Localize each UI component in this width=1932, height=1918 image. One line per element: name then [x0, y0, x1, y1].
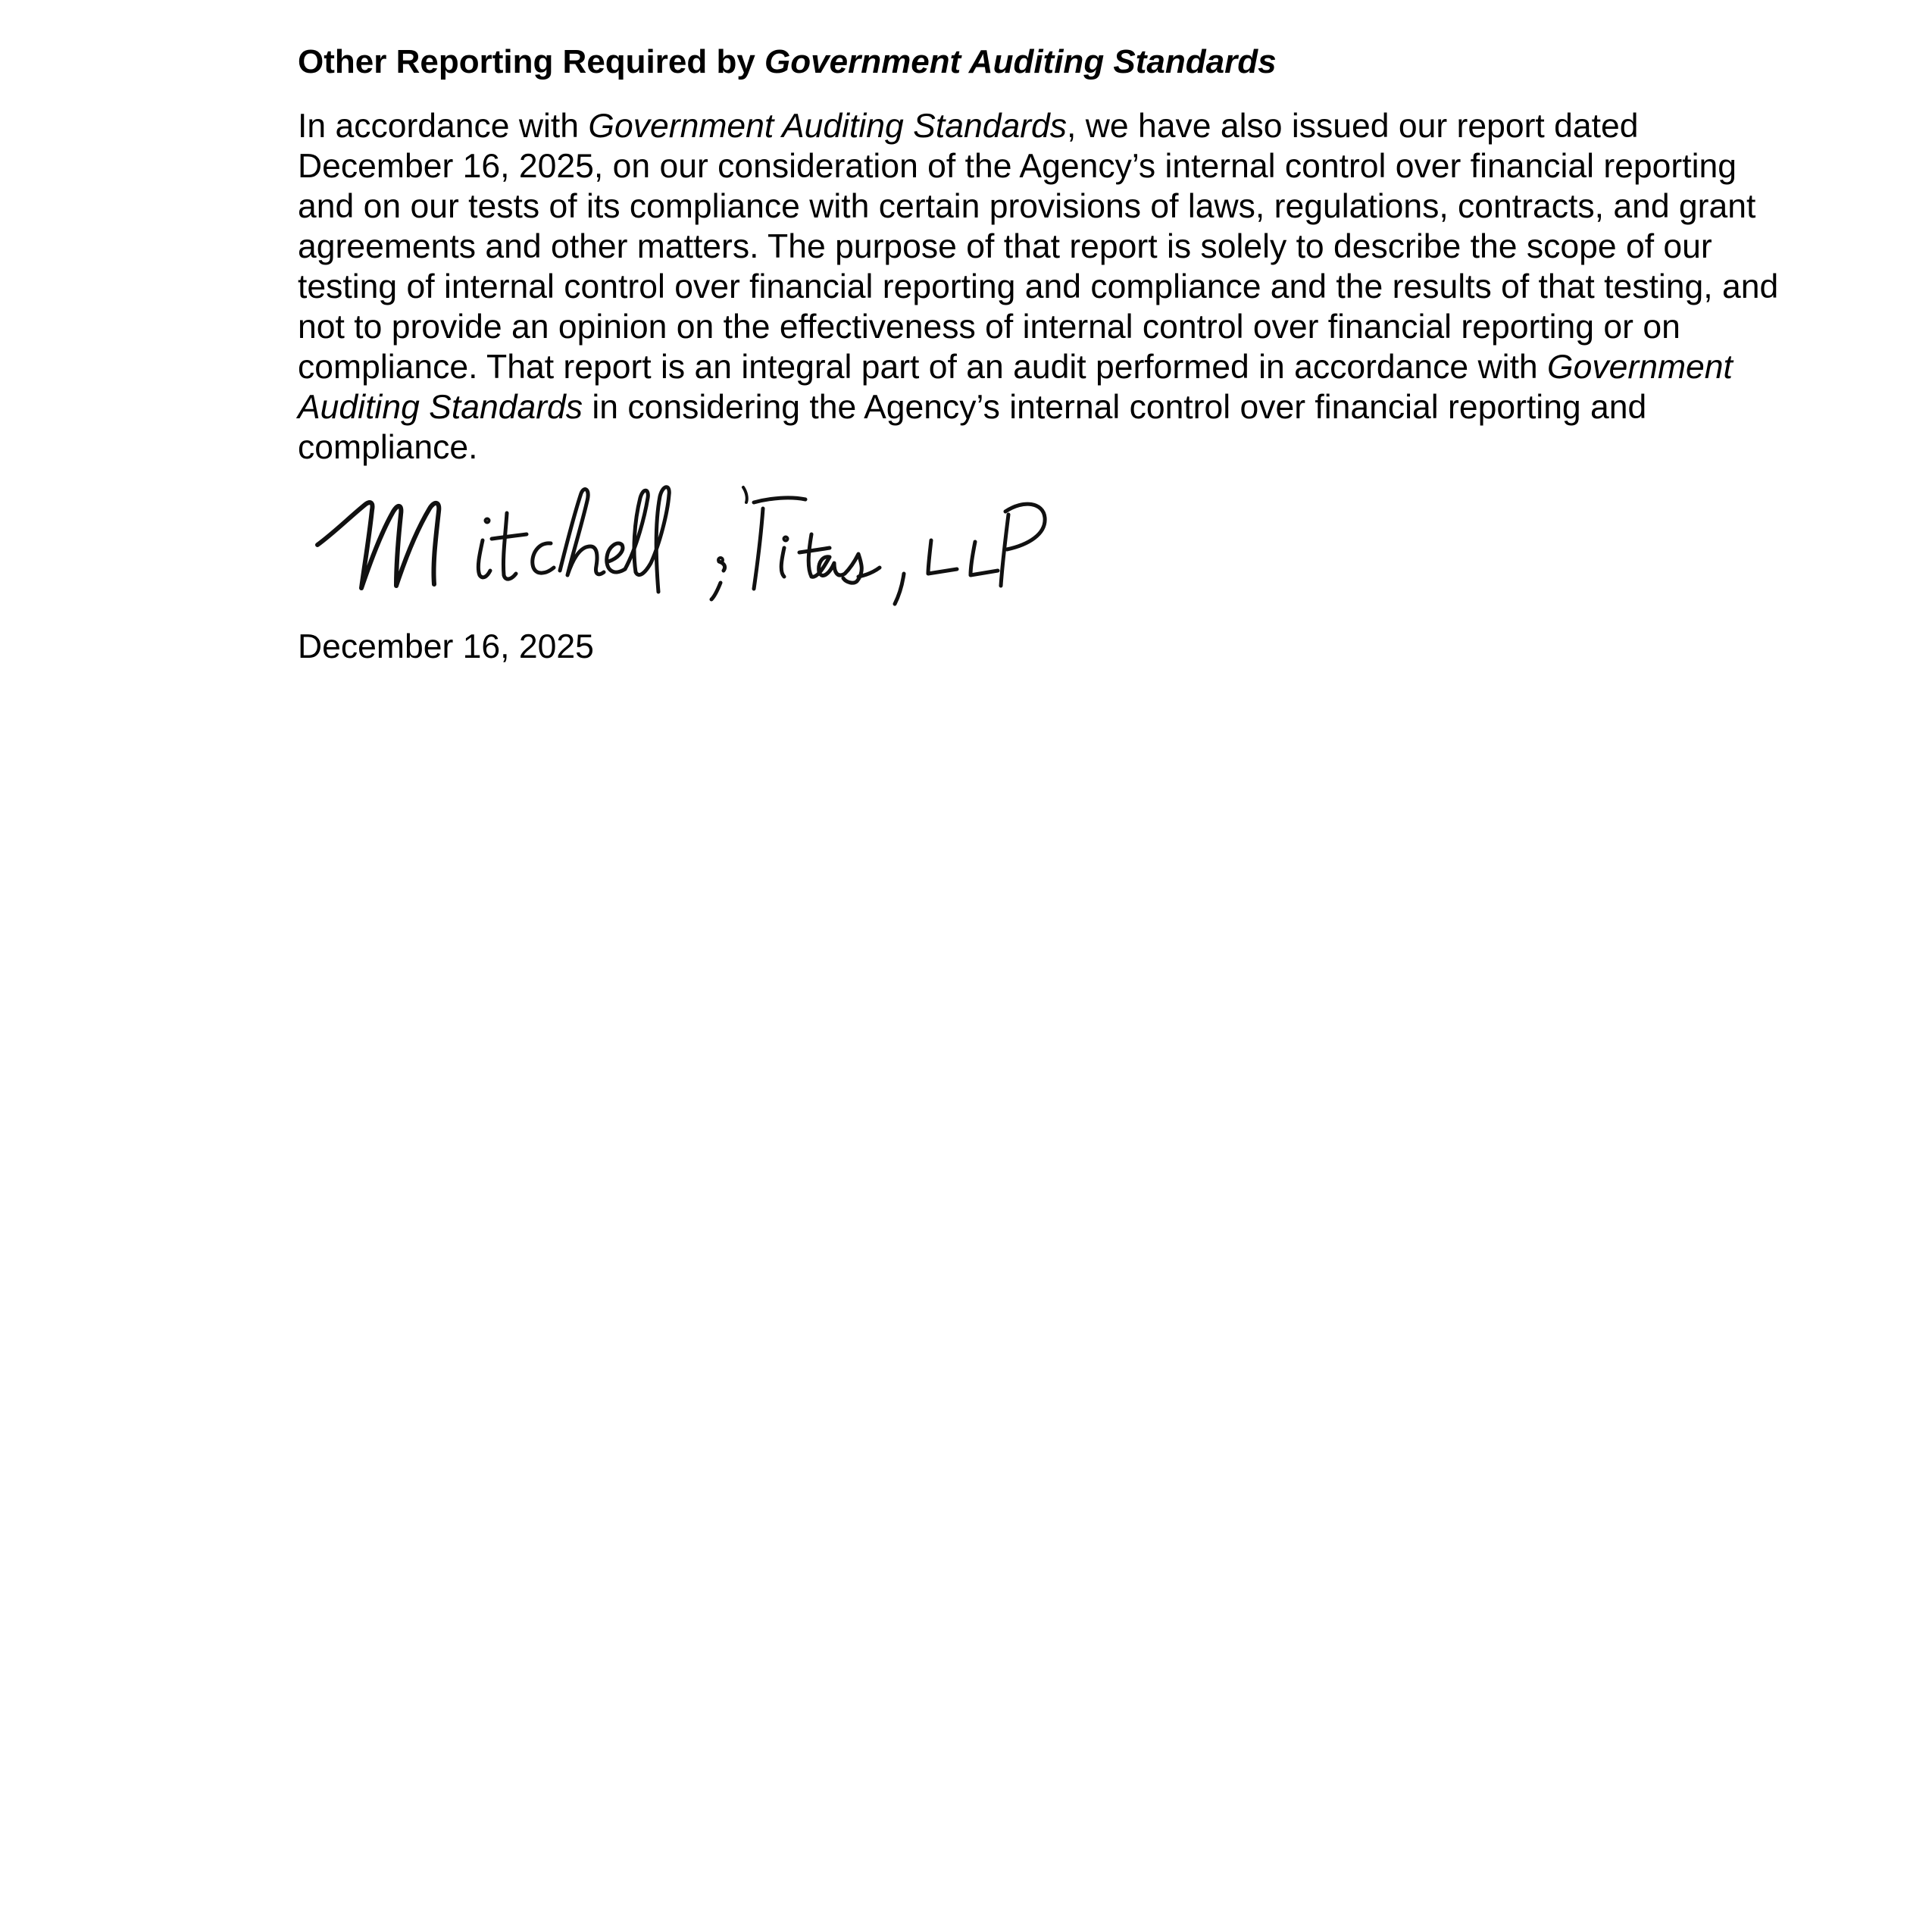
signature-stroke-llp — [928, 504, 1045, 586]
signature-stroke-h — [560, 490, 604, 575]
signature-stroke-comma — [895, 574, 904, 604]
document-content — [298, 39, 1798, 667]
paragraph-part-1: In accordance with — [298, 108, 589, 145]
signature-stroke-c — [533, 543, 554, 573]
signature-stroke-m — [317, 502, 439, 588]
signature-date: December 16, 2025 — [298, 628, 594, 665]
section-heading-italic: Government Auditing Standards — [764, 43, 1277, 80]
signature-stroke-i — [478, 540, 490, 577]
paragraph-italic-2: Government Auditing Standards — [298, 349, 1733, 426]
paragraph-part-3: in considering the Agency’s internal control over financial reporting and compliance. — [298, 389, 1647, 466]
paragraph-italic-1: Government Auditing Standards — [588, 108, 1068, 145]
body-paragraph — [298, 106, 1798, 468]
signature-stroke-tas — [799, 534, 880, 583]
signature-stroke-ll — [625, 487, 669, 592]
signature-stroke-t — [503, 513, 516, 579]
paragraph-part-2: , we have also issued our report dated December 16, 2025, on our consideration of the Agency’s internal control over financial reporting and on our tests of its compliance with certain provisions of laws, regulations, contracts, and grant agreements and other matters. The purpose of that report is solely to describe the scope of our testing of internal control over financial reporting and compliance and the results of that testing, and not to provide an opinion on the effectiveness of internal control over financial reporting or on compliance. That report is an integral part of an audit performed in accordance with — [298, 108, 1779, 386]
signature-stroke-e — [607, 543, 625, 572]
signature-stroke-ampersand — [711, 562, 725, 599]
signature-stroke-t-capital — [754, 498, 805, 502]
section-heading-plain: Other Reporting Required by — [298, 43, 765, 80]
section-heading — [298, 39, 1798, 85]
handwritten-signature — [311, 478, 1175, 615]
signature-stroke-i-2 — [781, 548, 784, 577]
